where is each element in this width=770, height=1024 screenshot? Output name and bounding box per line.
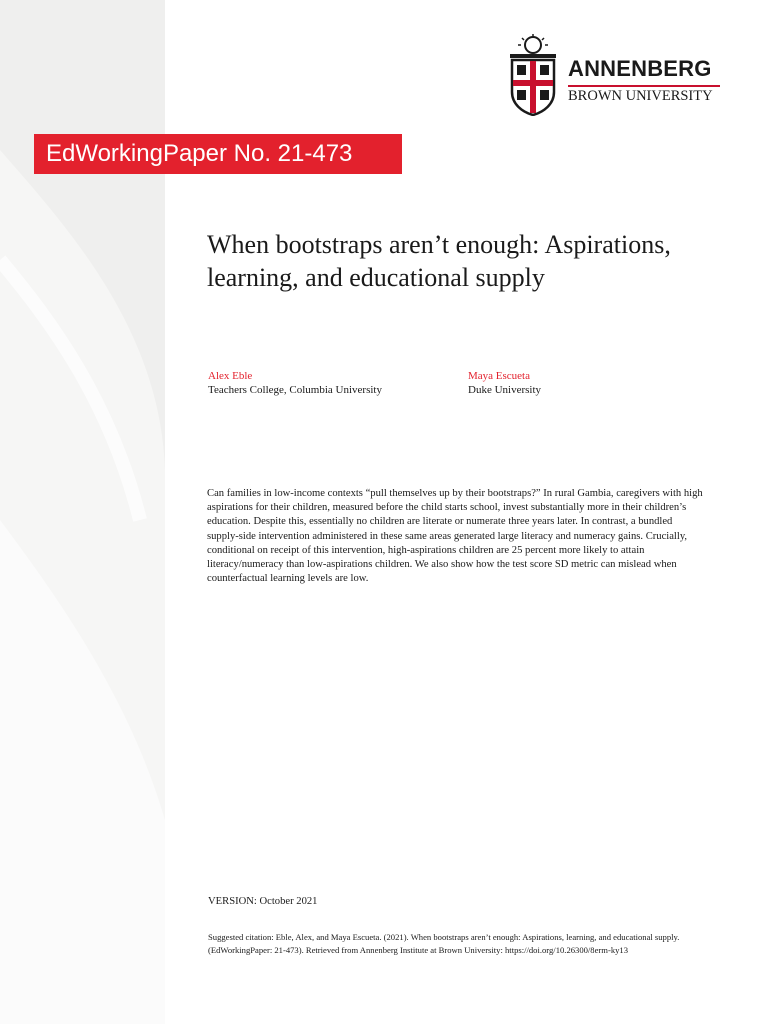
logo-name: ANNENBERG	[568, 56, 712, 81]
author-block	[468, 369, 541, 397]
author-affiliation: Teachers College, Columbia University	[208, 384, 382, 396]
author-name: Maya Escueta	[468, 370, 530, 382]
author-block	[208, 369, 382, 397]
logo-divider	[568, 85, 720, 87]
abstract-text: Can families in low-income contexts “pull themselves up by their bootstraps?” In rural Gambia, caregivers with high aspirations for their children, measured before the child starts school, invest substantially more in their children’s education. Despite this, essentially no children are literate or numerate three years later. In contrast, a bundled supply-side intervention administered in these same areas generated large literacy and numeracy gains. Crucially, conditional on receipt of this intervention, high-aspirations children are 25 percent more likely to attain literacy/numeracy than low-aspirations children. We also show how the test score SD metric can mislead when counterfactual learning levels are low.	[207, 488, 703, 585]
version-line: VERSION: October 2021	[208, 896, 318, 907]
paper-title: When bootstraps aren’t enough: Aspirations, learning, and educational supply	[207, 230, 671, 292]
series-banner: EdWorkingPaper No. 21-473	[34, 134, 402, 174]
author-affiliation: Duke University	[468, 384, 542, 396]
annenberg-brown-logo	[508, 34, 728, 116]
logo-subtitle: BROWN UNIVERSITY	[568, 88, 713, 104]
brown-shield-icon	[508, 34, 558, 116]
author-name: Alex Eble	[208, 370, 253, 382]
suggested-citation: Suggested citation: Eble, Alex, and Maya Escueta. (2021). When bootstraps aren’t enough: Aspirations, learning, and educational supply. (EdWorkingPaper: 21-473). Retrieved from Annenberg Institute at Brown University: https://doi.org/10.26300/8erm-ky13	[208, 932, 680, 955]
